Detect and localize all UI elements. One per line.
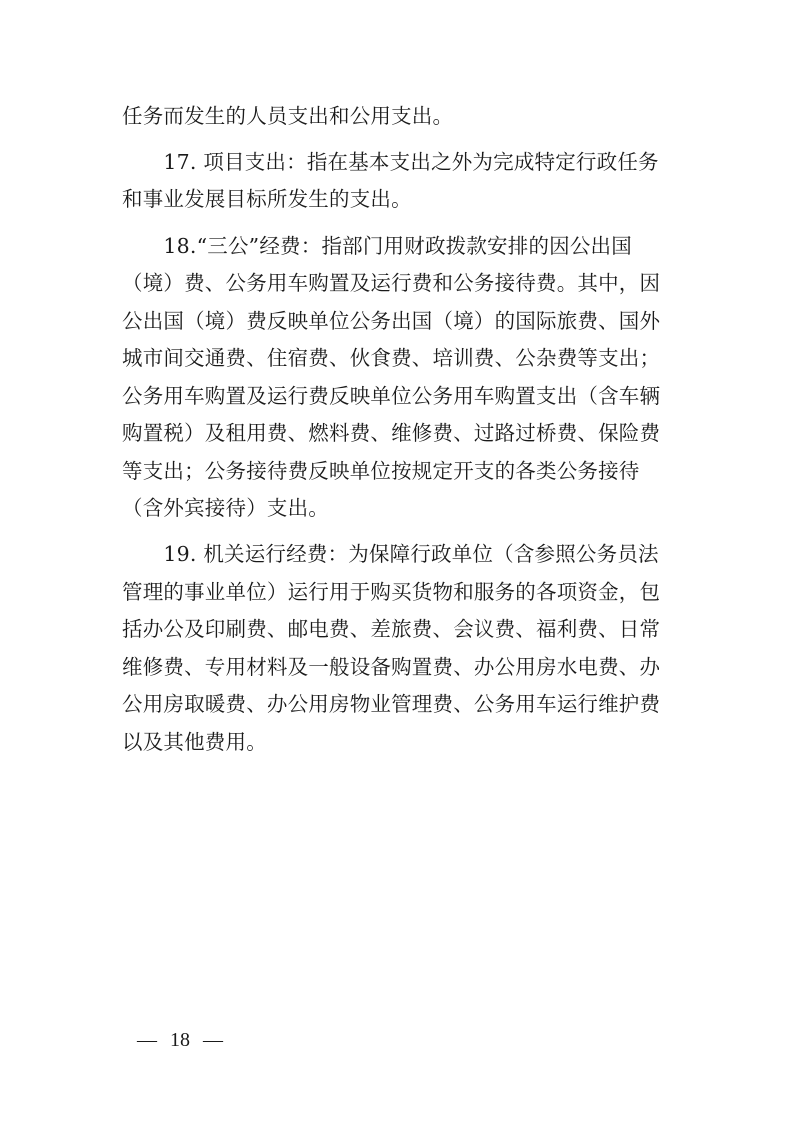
text-line: （含外宾接待）支出。 <box>122 496 329 520</box>
page-number: 18 <box>170 1029 190 1051</box>
text-line: 和事业发展目标所发生的支出。 <box>122 187 412 211</box>
text-line: 管理的事业单位）运行用于购买货物和服务的各项资金，包 <box>122 580 661 604</box>
footer-dash-right: — <box>203 1029 223 1051</box>
text-line: （境）费、公务用车购置及运行费和公务接待费。其中，因 <box>122 271 661 295</box>
text-line: 购置税）及租用费、燃料费、维修费、过路过桥费、保险费 <box>122 421 661 445</box>
footer-dash-left: — <box>137 1029 157 1051</box>
text-line: 以及其他费用。 <box>122 730 267 754</box>
text-line: 括办公及印刷费、邮电费、差旅费、会议费、福利费、日常 <box>122 617 661 641</box>
page-footer <box>137 1028 223 1052</box>
text-line: 城市间交通费、住宿费、伙食费、培训费、公杂费等支出； <box>122 346 661 370</box>
text-line: 等支出；公务接待费反映单位按规定开支的各类公务接待 <box>122 459 640 483</box>
text-line: 维修费、专用材料及一般设备购置费、办公用房水电费、办 <box>122 655 661 679</box>
text-line: 公务用车购置及运行费反映单位公务用车购置支出（含车辆 <box>122 384 661 408</box>
text-line: 任务而发生的人员支出和公用支出。 <box>122 104 454 128</box>
text-line: 17. 项目支出：指在基本支出之外为完成特定行政任务 <box>122 150 659 174</box>
text-line: 公用房取暖费、办公用房物业管理费、公务用车运行维护费 <box>122 692 661 716</box>
text-line: 公出国（境）费反映单位公务出国（境）的国际旅费、国外 <box>122 309 661 333</box>
text-line: 19. 机关运行经费：为保障行政单位（含参照公务员法 <box>122 542 659 566</box>
text-line: 18.“三公”经费：指部门用财政拨款安排的因公出国 <box>122 234 632 258</box>
